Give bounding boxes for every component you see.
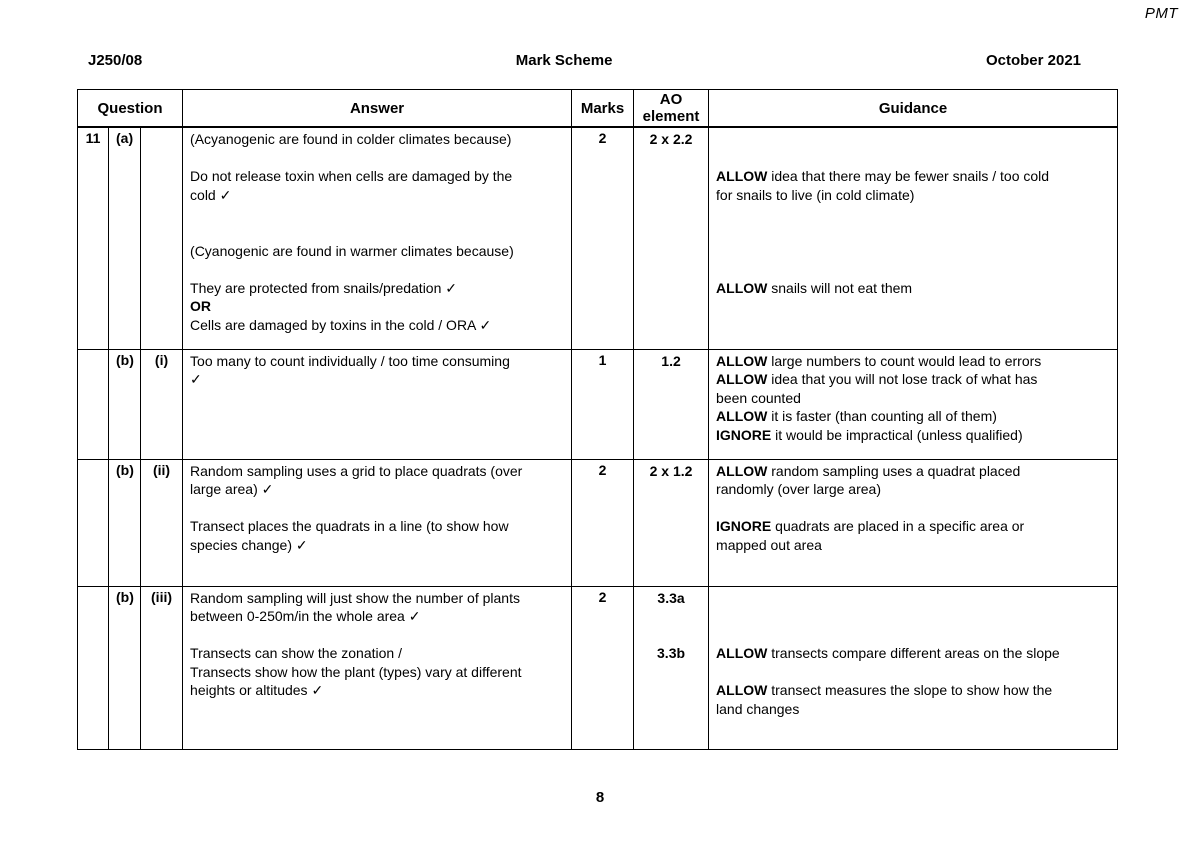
- pmt-watermark: PMT: [1144, 5, 1178, 22]
- guidance-cell: ALLOW transects compare different areas on the slope ALLOW transect measures the slope to show how the land changes: [709, 586, 1118, 749]
- answer-column-header: Answer: [183, 90, 572, 128]
- paper-code: J250/08: [88, 52, 143, 69]
- answer-cell: (Acyanogenic are found in colder climates because) Do not release toxin when cells are damaged by the cold ✓ (Cyanogenic are found in warmer climates because) They are protected from snails/predation ✓ OR Cells are damaged by toxins in the cold / ORA ✓: [183, 127, 572, 349]
- guidance-cell: ALLOW large numbers to count would lead to errors ALLOW idea that you will not lose track of what has been counted ALLOW it is faster (than counting all of them) IGNORE it would be impractical (unless qualified): [709, 349, 1118, 459]
- question-number-cell: [78, 459, 109, 586]
- answer-cell: Random sampling uses a grid to place quadrats (over large area) ✓ Transect places the quadrats in a line (to show how species change) ✓: [183, 459, 572, 586]
- answer-cell: Random sampling will just show the number of plants between 0-250m/in the whole area ✓ Transects can show the zonation / Transects show how the plant (types) vary at different heights or altitudes ✓: [183, 586, 572, 749]
- question-subpart-cell: (ii): [141, 459, 183, 586]
- question-subpart-cell: [141, 127, 183, 349]
- answer-cell: Too many to count individually / too time consuming ✓: [183, 349, 572, 459]
- mark-scheme-table: [77, 89, 1118, 750]
- table-row: [78, 349, 1118, 459]
- document-title: Mark Scheme: [515, 52, 613, 69]
- ao-element-cell: 3.3a 3.3b: [634, 586, 709, 749]
- marks-cell: 1: [572, 349, 634, 459]
- question-part-cell: (b): [109, 349, 141, 459]
- question-part-cell: (b): [109, 459, 141, 586]
- table-header-row: [78, 90, 1118, 128]
- table-row: [78, 127, 1118, 349]
- page-number: 8: [595, 789, 605, 806]
- ao-element-cell: 2 x 2.2: [634, 127, 709, 349]
- question-subpart-cell: (iii): [141, 586, 183, 749]
- marks-cell: 2: [572, 459, 634, 586]
- question-part-cell: (a): [109, 127, 141, 349]
- ao-element-column-header: AO element: [634, 90, 709, 128]
- guidance-cell: ALLOW idea that there may be fewer snails / too cold for snails to live (in cold climate) ALLOW snails will not eat them: [709, 127, 1118, 349]
- table-row: [78, 586, 1118, 749]
- marks-cell: 2: [572, 586, 634, 749]
- question-column-header: Question: [78, 90, 183, 128]
- table-row: [78, 459, 1118, 586]
- document-header: [88, 52, 1081, 69]
- question-number-cell: [78, 349, 109, 459]
- guidance-column-header: Guidance: [709, 90, 1118, 128]
- ao-element-cell: 2 x 1.2: [634, 459, 709, 586]
- guidance-cell: ALLOW random sampling uses a quadrat placed randomly (over large area) IGNORE quadrats are placed in a specific area or mapped out area: [709, 459, 1118, 586]
- question-part-cell: (b): [109, 586, 141, 749]
- question-subpart-cell: (i): [141, 349, 183, 459]
- session-date: October 2021: [985, 52, 1081, 69]
- question-number-cell: 11: [78, 127, 109, 349]
- ao-element-cell: 1.2: [634, 349, 709, 459]
- marks-column-header: Marks: [572, 90, 634, 128]
- marks-cell: 2: [572, 127, 634, 349]
- question-number-cell: [78, 586, 109, 749]
